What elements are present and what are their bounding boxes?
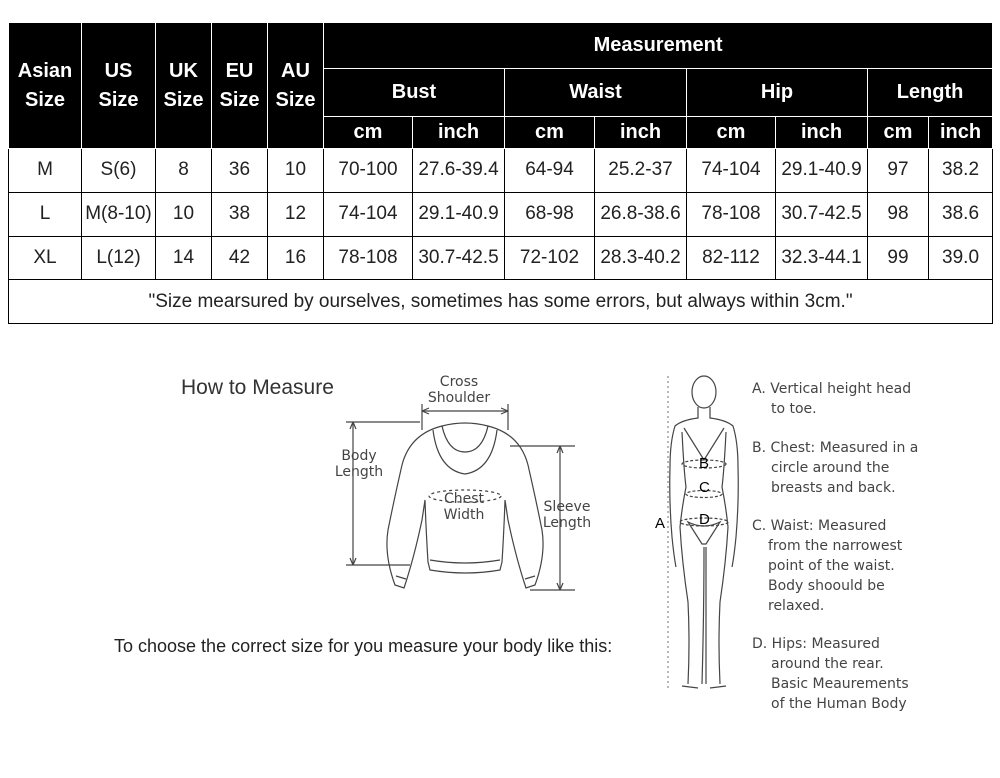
body-point-d: D (699, 511, 710, 528)
table-cell: 25.2-37 (595, 149, 687, 193)
unit-header: inch (929, 116, 993, 149)
table-cell: 16 (268, 236, 324, 280)
label-sleeve-length: Sleeve Length (542, 499, 592, 531)
table-cell: 29.1-40.9 (776, 149, 868, 193)
table-cell: 14 (156, 236, 212, 280)
legend-c: C. Waist: Measured from the narrowest point of the waist. Body shoould be relaxed. (752, 518, 903, 614)
label-body-length: Body Length (334, 448, 384, 480)
table-cell: XL (9, 236, 82, 280)
table-row (9, 192, 993, 236)
label-cross-shoulder: Cross Shoulder (427, 374, 491, 406)
table-cell: 78-108 (687, 192, 776, 236)
table-cell: 39.0 (929, 236, 993, 280)
table-cell: 30.7-42.5 (413, 236, 505, 280)
unit-header: cm (324, 116, 413, 149)
table-row (9, 236, 993, 280)
table-cell: S(6) (82, 149, 156, 193)
table-cell: 70-100 (324, 149, 413, 193)
table-cell: 74-104 (324, 192, 413, 236)
legend-d: D. Hips: Measured around the rear. Basic Meaurements of the Human Body (752, 636, 909, 712)
unit-header: cm (505, 116, 595, 149)
header-hip: Hip (687, 68, 868, 116)
table-cell: L (9, 192, 82, 236)
table-cell: 8 (156, 149, 212, 193)
header-au-size: AU Size (268, 23, 324, 149)
unit-header: cm (687, 116, 776, 149)
measurement-note: "Size mearsured by ourselves, sometimes has some errors, but always within 3cm." (9, 280, 993, 324)
header-bust: Bust (324, 68, 505, 116)
header-waist: Waist (505, 68, 687, 116)
table-cell: 68-98 (505, 192, 595, 236)
table-cell: 38.6 (929, 192, 993, 236)
header-us-size: US Size (82, 23, 156, 149)
header-asian-size: Asian Size (9, 23, 82, 149)
table-cell: 99 (868, 236, 929, 280)
body-figure (660, 372, 750, 697)
table-cell: 27.6-39.4 (413, 149, 505, 193)
header-eu-size: EU Size (212, 23, 268, 149)
table-cell: 97 (868, 149, 929, 193)
table-cell: 64-94 (505, 149, 595, 193)
body-point-c: C (699, 479, 710, 496)
body-point-b: B (699, 455, 710, 472)
legend-b: B. Chest: Measured in a circle around the breasts and back. (752, 440, 919, 496)
table-cell: M (9, 149, 82, 193)
table-cell: 72-102 (505, 236, 595, 280)
unit-header: inch (776, 116, 868, 149)
table-cell: 30.7-42.5 (776, 192, 868, 236)
table-cell: 29.1-40.9 (413, 192, 505, 236)
table-cell: 82-112 (687, 236, 776, 280)
unit-header: inch (595, 116, 687, 149)
table-cell: 78-108 (324, 236, 413, 280)
label-chest-width: Chest Width (443, 491, 485, 523)
table-cell: 28.3-40.2 (595, 236, 687, 280)
table-cell: 12 (268, 192, 324, 236)
table-cell: 10 (156, 192, 212, 236)
unit-header: inch (413, 116, 505, 149)
table-cell: 38 (212, 192, 268, 236)
table-cell: 98 (868, 192, 929, 236)
how-to-measure-title: How to Measure (181, 376, 334, 399)
table-cell: 26.8-38.6 (595, 192, 687, 236)
legend-a: A. Vertical height head to toe. (752, 381, 912, 417)
table-cell: 32.3-44.1 (776, 236, 868, 280)
table-cell: 36 (212, 149, 268, 193)
unit-header: cm (868, 116, 929, 149)
table-row (9, 149, 993, 193)
table-cell: 42 (212, 236, 268, 280)
size-table (8, 22, 993, 324)
header-measurement: Measurement (324, 23, 993, 69)
table-cell: M(8-10) (82, 192, 156, 236)
table-cell: 38.2 (929, 149, 993, 193)
table-cell: 10 (268, 149, 324, 193)
header-uk-size: UK Size (156, 23, 212, 149)
header-length: Length (868, 68, 993, 116)
table-cell: 74-104 (687, 149, 776, 193)
body-point-a: A (655, 515, 666, 532)
table-cell: L(12) (82, 236, 156, 280)
measure-instruction: To choose the correct size for you measure your body like this: (114, 636, 613, 656)
